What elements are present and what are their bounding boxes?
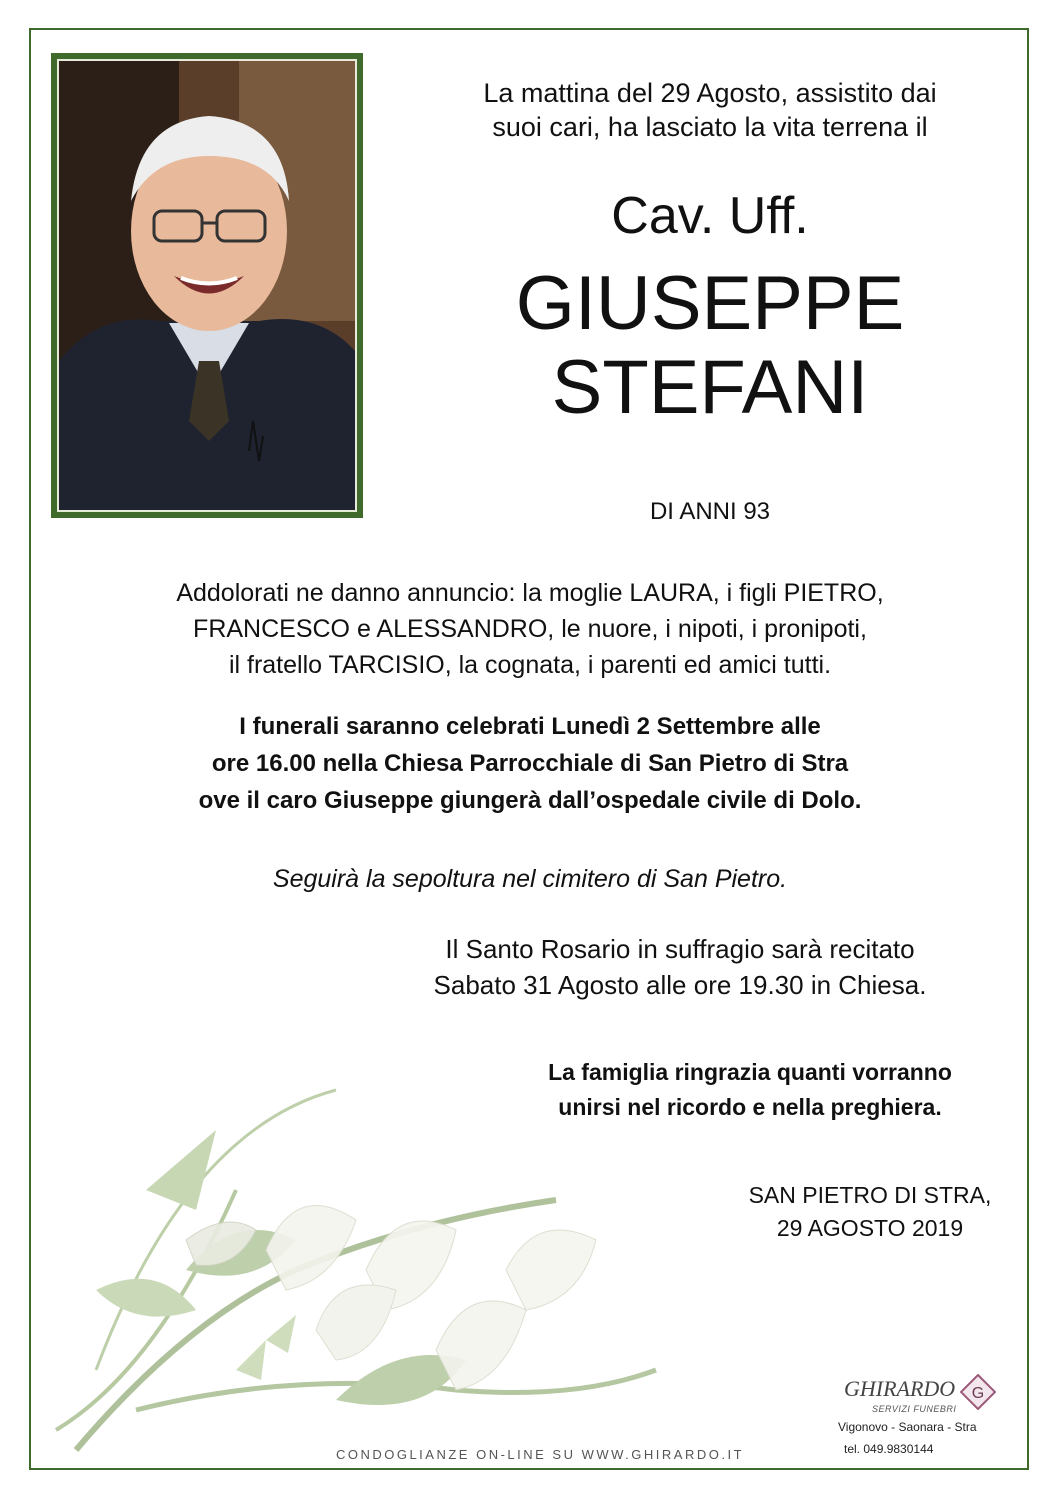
funeral-line: ore 16.00 nella Chiesa Parrocchiale di San Pietro di Stra	[211, 750, 849, 777]
place-line: SAN PIETRO DI STRA,	[748, 1182, 992, 1208]
funeral-line: I funerali saranno celebrati Lunedì 2 Settembre alle	[239, 713, 821, 740]
place-date	[700, 1179, 1040, 1245]
logo-mark-letter: G	[971, 1385, 985, 1402]
condolences-footer: CONDOGLIANZE ON-LINE SU WWW.GHIRARDO.IT	[335, 1447, 745, 1462]
logo-subtitle: SERVIZI FUNEBRI	[872, 1404, 957, 1414]
rosary-line: Il Santo Rosario in suffragio sarà recitato	[445, 934, 915, 964]
intro-line: La mattina del 29 Agosto, assistito dai	[483, 78, 937, 108]
rosary-note	[360, 931, 1000, 1003]
last-name: STEFANI	[551, 345, 869, 430]
rosary-line: Sabato 31 Agosto alle ore 19.30 in Chiesa.	[433, 970, 927, 1000]
logo-name: GHIRARDO	[844, 1376, 956, 1401]
first-name: GIUSEPPE	[515, 261, 905, 346]
honorific-title: Cav. Uff.	[611, 187, 809, 245]
age-label: DI ANNI 93	[649, 498, 771, 525]
announcement-line: FRANCESCO e ALESSANDRO, le nuore, i nipoti, i pronipoti,	[193, 615, 867, 643]
logo-locations: Vigonovo - Saonara - Stra	[838, 1420, 977, 1434]
date-line: 29 AGOSTO 2019	[776, 1215, 964, 1241]
burial-note: Seguirà la sepoltura nel cimitero di San Pietro.	[272, 865, 788, 893]
funeral-details	[60, 708, 1000, 819]
portrait-frame	[51, 53, 363, 518]
calla-lily-bouquet	[36, 1070, 676, 1460]
announcement-line: Addolorati ne danno annuncio: la moglie LAURA, i figli PIETRO,	[176, 579, 884, 607]
deceased-name	[440, 262, 980, 430]
announcement-line: il fratello TARCISIO, la cognata, i parenti ed amici tutti.	[228, 651, 832, 679]
announcement-text	[60, 575, 1000, 683]
portrait-photo	[57, 59, 357, 512]
diamond-logo-icon	[960, 1374, 996, 1410]
thanks-note	[470, 1055, 1030, 1125]
intro-text	[430, 76, 990, 144]
thanks-line: La famiglia ringrazia quanti vorranno	[548, 1059, 952, 1085]
funeral-line: ove il caro Giuseppe giungerà dall’ospedale civile di Dolo.	[198, 787, 862, 814]
thanks-line: unirsi nel ricordo e nella preghiera.	[558, 1094, 942, 1120]
logo-phone: tel. 049.9830144	[844, 1442, 934, 1456]
portrait-image	[59, 61, 355, 510]
intro-line: suoi cari, ha lasciato la vita terrena il	[492, 112, 928, 142]
funeral-home-logo	[830, 1372, 1030, 1472]
